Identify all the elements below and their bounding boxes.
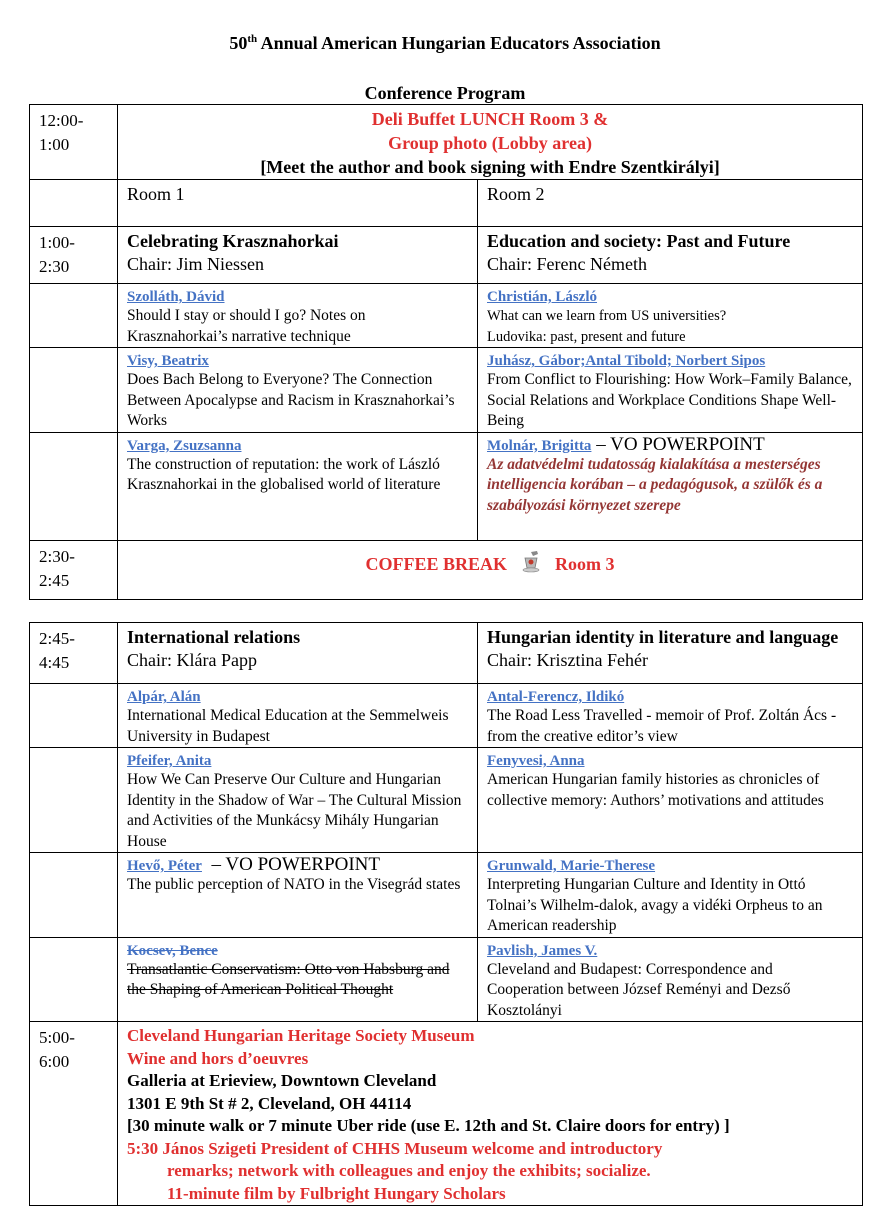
coffee-cup-icon xyxy=(521,551,541,573)
evening-row xyxy=(30,1022,863,1206)
session1-right-header xyxy=(478,227,863,284)
talk-row xyxy=(30,284,863,348)
evening-cell xyxy=(118,1022,863,1206)
talk-cell xyxy=(118,748,478,853)
lunch-cell xyxy=(118,105,863,180)
coffee-cell xyxy=(118,540,863,599)
title-text: Annual American Hungarian Educators Association xyxy=(257,33,661,53)
talk-cell xyxy=(118,284,478,348)
time-cell xyxy=(30,1022,118,1206)
talk-title: The construction of reputation: the work of László Krasznahorkai in the globalised world of literature xyxy=(127,455,441,493)
talk-title: Interpreting Hungarian Culture and Identity in Ottó Tolnai’s Wilhelm-dalok, avagy a vidéki Orpheus to an American readership xyxy=(487,876,823,934)
talk-cell xyxy=(118,348,478,433)
talk-cell xyxy=(478,284,863,348)
lunch-title: Deli Buffet LUNCH Room 3 & xyxy=(371,109,609,129)
museum-name: Cleveland Hungarian Heritage Society Museum xyxy=(127,1026,475,1045)
vo-powerpoint-note: – VO POWERPOINT xyxy=(591,433,765,455)
time-end: 2:45 xyxy=(39,570,70,590)
group-photo-note: Group photo (Lobby area) xyxy=(388,133,592,153)
talk-title: International Medical Education at the Semmelweis University in Budapest xyxy=(127,707,449,745)
time-start: 1:00- xyxy=(39,233,75,252)
empty-time-cell xyxy=(30,853,118,938)
time-end: 4:45 xyxy=(39,653,70,672)
author-link[interactable]: Pfeifer, Anita xyxy=(127,753,212,769)
talk-cell xyxy=(478,432,863,540)
empty-time-cell xyxy=(30,348,118,433)
talk-cell xyxy=(118,853,478,938)
talk-title: Transatlantic Conservatism: Otto von Habsburg and the Shaping of American Political Thought xyxy=(127,960,450,998)
empty-time-cell xyxy=(30,432,118,540)
room2-header: Room 2 xyxy=(478,180,863,227)
time-cell xyxy=(30,623,118,684)
author-link[interactable]: Christián, László xyxy=(487,289,598,305)
document-subtitle: Conference Program xyxy=(364,83,526,103)
wine-note: Wine and hors d’oeuvres xyxy=(127,1048,309,1068)
talk-cell xyxy=(118,432,478,540)
talk-row xyxy=(30,432,863,540)
time-cell xyxy=(30,540,118,599)
lunch-row xyxy=(30,105,863,180)
program-table-1 xyxy=(29,104,863,600)
time-start: 2:30- xyxy=(39,546,75,566)
coffee-break-label: COFFEE BREAK xyxy=(365,554,508,574)
author-link[interactable]: Varga, Zsuzsanna xyxy=(127,437,242,454)
talk-cell xyxy=(478,348,863,433)
author-link[interactable]: Antal-Ferencz, Ildikó xyxy=(487,689,625,705)
time-start: 12:00- xyxy=(39,111,84,130)
empty-time-cell xyxy=(30,684,118,748)
talk-title: American Hungarian family histories as chronicles of collective memory: Authors’ motivations and attitudes xyxy=(487,771,824,809)
welcome-note: 5:30 János Szigeti President of CHHS Museum welcome and introductory xyxy=(127,1138,663,1158)
talk-title: The Road Less Travelled - memoir of Prof. Zoltán Ács - from the creative editor’s view xyxy=(487,707,837,745)
venue-name: Galleria at Erieview, Downtown Cleveland xyxy=(127,1071,437,1090)
talk-title: How We Can Preserve Our Culture and Hungarian Identity in the Shadow of War – The Cultural Mission and Activities of the Munkácsy Mihály Hungarian House xyxy=(127,771,462,850)
film-note: 11-minute film by Fulbright Hungary Scholars xyxy=(167,1183,506,1203)
session-chair: Chair: Klára Papp xyxy=(127,650,257,670)
talk-title: From Conflict to Flourishing: How Work–Family Balance, Social Relations and Workplace Conditions Shape Well-Being xyxy=(487,371,852,429)
talk-title: What can we learn from US universities? xyxy=(487,308,727,324)
talk-title: The public perception of NATO in the Visegrád states xyxy=(127,876,461,893)
document-title xyxy=(0,33,880,54)
author-link[interactable]: Szolláth, Dávid xyxy=(127,289,225,305)
time-cell xyxy=(30,105,118,180)
title-ordinal: th xyxy=(247,33,258,45)
talk-row xyxy=(30,684,863,748)
time-end: 1:00 xyxy=(39,135,70,154)
time-start: 5:00- xyxy=(39,1028,75,1047)
talk-row xyxy=(30,853,863,938)
room-header-row xyxy=(30,180,863,227)
empty-time-cell xyxy=(30,180,118,227)
chair-name: Ferenc Németh xyxy=(536,254,647,274)
vo-powerpoint-note: – VO POWERPOINT xyxy=(201,854,381,875)
talk-cell-cancelled xyxy=(118,937,478,1022)
venue-address: 1301 E 9th St # 2, Cleveland, OH 44114 xyxy=(127,1093,412,1113)
time-end: 6:00 xyxy=(39,1052,70,1071)
author-link[interactable]: Visy, Beatrix xyxy=(127,353,209,369)
author-link[interactable]: Grunwald, Marie-Therese xyxy=(487,858,656,874)
talk-cell xyxy=(478,684,863,748)
session-title: Celebrating Krasznahorkai xyxy=(127,231,339,251)
talk-title: Cleveland and Budapest: Correspondence and Cooperation between József Reményi and Dezső Kosztolányi xyxy=(487,960,791,1019)
author-link[interactable]: Kocsev, Bence xyxy=(127,942,218,959)
talk-cell xyxy=(118,684,478,748)
author-link[interactable]: Hevő, Péter xyxy=(127,858,202,874)
time-cell xyxy=(30,227,118,284)
session-chair: Chair: Jim Niessen xyxy=(127,254,264,274)
session1-left-header xyxy=(118,227,478,284)
author-link[interactable]: Alpár, Alán xyxy=(127,689,201,705)
session2-right-header xyxy=(478,623,863,684)
empty-time-cell xyxy=(30,284,118,348)
author-link[interactable]: Molnár, Brigitta xyxy=(487,437,592,454)
empty-time-cell xyxy=(30,748,118,853)
talk-cell xyxy=(478,853,863,938)
book-signing-note: [Meet the author and book signing with Endre Szentkirályi] xyxy=(260,157,720,177)
title-number: 50 xyxy=(229,33,248,53)
talk-cell xyxy=(478,748,863,853)
talk-row xyxy=(30,937,863,1022)
empty-time-cell xyxy=(30,937,118,1022)
session-title: International relations xyxy=(127,627,301,647)
coffee-row xyxy=(30,540,863,599)
talk-cell xyxy=(478,937,863,1022)
author-link[interactable]: Fenyvesi, Anna xyxy=(487,753,585,769)
session-chair: Chair: Krisztina Fehér xyxy=(487,650,648,670)
program-table-2 xyxy=(29,622,863,1206)
session1-header-row xyxy=(30,227,863,284)
talk-title: Should I stay or should I go? Notes on Krasznahorkai’s narrative technique xyxy=(127,307,366,345)
room1-header: Room 1 xyxy=(118,180,478,227)
chair-label: Chair: xyxy=(487,254,537,274)
talk-title: Ludovika: past, present and future xyxy=(487,328,686,345)
network-note: remarks; network with colleagues and enjoy the exhibits; socialize. xyxy=(167,1161,651,1180)
talk-title: Az adatvédelmi tudatosság kialakítása a mesterséges intelligencia korában – a pedagógusok, a szülők és a szabályozási környezet szerepe xyxy=(487,455,823,514)
time-end: 2:30 xyxy=(39,257,70,276)
author-link[interactable]: Pavlish, James V. xyxy=(487,942,598,959)
talk-title: Does Bach Belong to Everyone? The Connection Between Apocalypse and Racism in Krasznahorkai’s Works xyxy=(127,371,455,429)
talk-row xyxy=(30,748,863,853)
talk-row xyxy=(30,348,863,433)
author-link[interactable]: Juhász, Gábor;Antal Tibold; Norbert Sipos xyxy=(487,353,766,369)
session2-header-row xyxy=(30,623,863,684)
coffee-room-label: Room 3 xyxy=(555,554,615,574)
session-title: Education and society: Past and Future xyxy=(487,231,791,251)
session2-left-header xyxy=(118,623,478,684)
session-title: Hungarian identity in literature and language xyxy=(487,627,839,647)
time-start: 2:45- xyxy=(39,629,75,648)
directions-note: [30 minute walk or 7 minute Uber ride (use E. 12th and St. Claire doors for entry) ] xyxy=(127,1116,730,1135)
